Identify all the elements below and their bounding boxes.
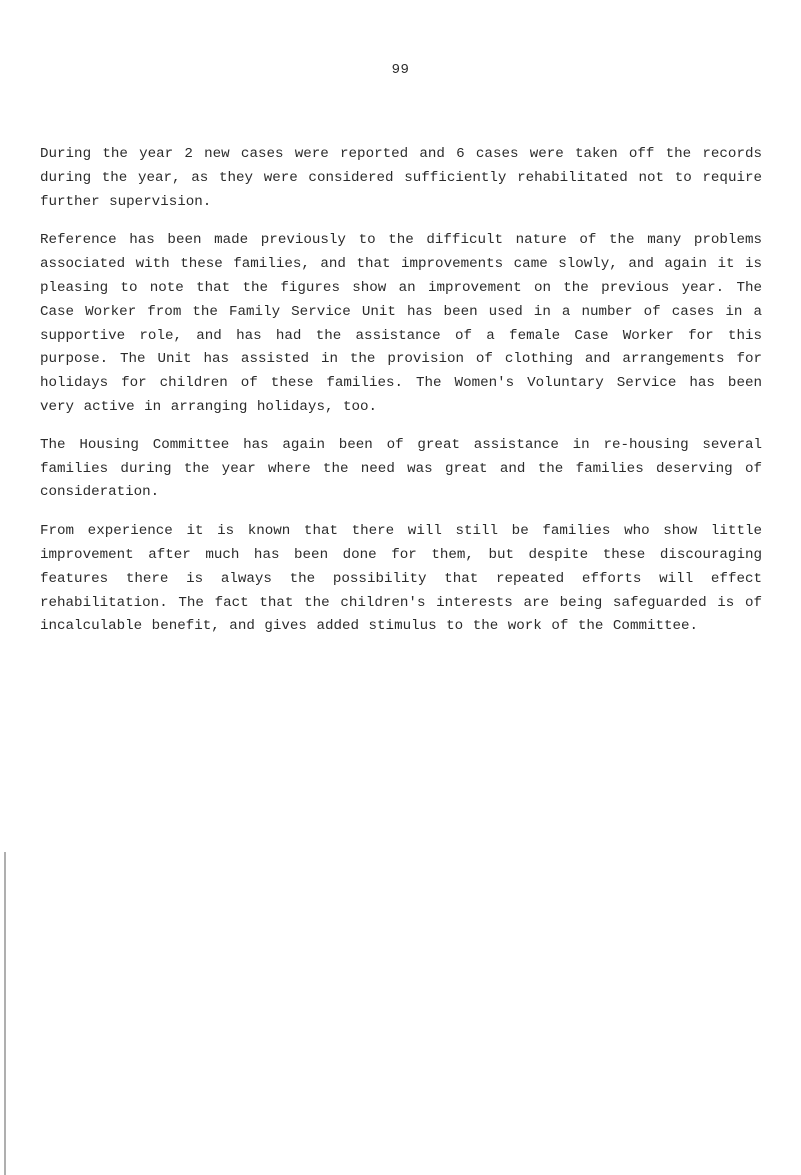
body-text [40,143,762,654]
paragraph-experience: From experience it is known that there will still be families who show little improvement after much has been done for them, but despite these discouraging features there is always the possibility that repeated efforts will effect rehabilitation. The fact that the children's interests are being safeguarded is of incalculable benefit, and gives added stimulus to the work of the Committee. [40,523,762,635]
page-number: 99 [391,62,410,78]
paragraph-improvements: Reference has been made previously to the difficult nature of the many problems associated with these families, and that improvements came slowly, and again it is pleasing to note that the figures show an improvement on the previous year. The Case Worker from the Family Service Unit has been used in a number of cases in a supportive role, and has had the assistance of a female Case Worker for this purpose. The Unit has assisted in the provision of clothing and arrangements for holidays for children of these families. The Women's Voluntary Service has been very active in arranging holidays, too. [40,232,762,415]
paragraph-new-cases: During the year 2 new cases were reported and 6 cases were taken off the records during the year, as they were considered sufficiently rehabilitated not to require further supervision. [40,146,762,210]
scan-margin-line [4,852,6,1175]
paragraph-housing: The Housing Committee has again been of great assistance in re-housing several families during the year where the need was great and the families deserving of consideration. [40,436,762,501]
